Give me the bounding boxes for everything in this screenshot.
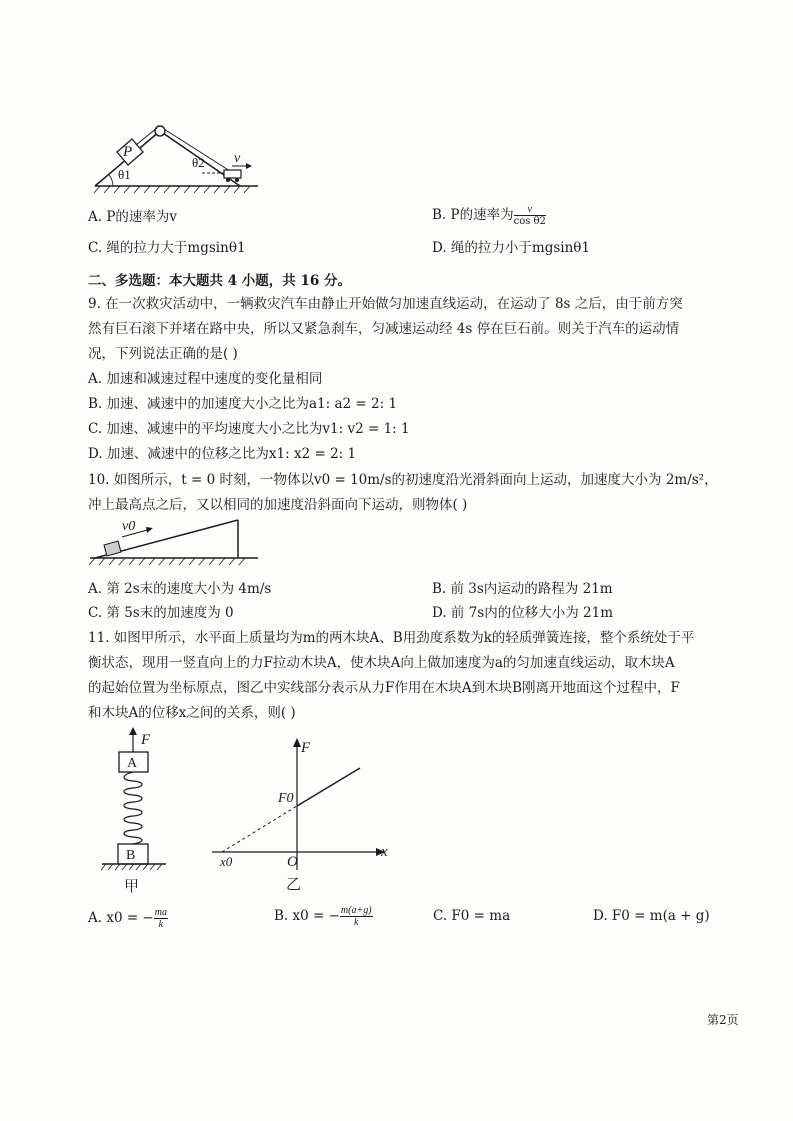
q10-stem-line2: 冲上最高点之后，又以相同的加速度沿斜面向下运动，则物体( ) xyxy=(88,497,468,513)
q8-label-theta2: θ2 xyxy=(192,155,205,170)
q11-yi-caption: 乙 xyxy=(286,877,302,893)
q9-stem-line2: 然有巨石滚下并堵在路中央，所以又紧急刹车，匀减速运动经 4s 停在巨石前。则关于汽车的运动情 xyxy=(88,321,680,337)
q9-option-a: A. 加速和减速过程中速度的变化量相同 xyxy=(88,371,323,387)
q11-option-c: C. F0 = ma xyxy=(433,908,511,924)
q11-yi-axis-f: F xyxy=(301,740,311,756)
q11-option-b-num: m(a+g) xyxy=(340,905,372,916)
q8-label-v: v xyxy=(234,151,241,166)
q11-jia-caption: 甲 xyxy=(124,879,140,895)
page-footer: 第2页 xyxy=(707,1013,739,1027)
q11-stem-line1: 11. 如图甲所示，水平面上质量均为m的两木块A、B用劲度系数为k的轻质弹簧连接，整个系统处于平 xyxy=(88,630,695,646)
q11-option-a-prefix: A. x0 = − xyxy=(88,910,154,926)
q11-stem-line2: 衡状态，现用一竖直向上的力F拉动木块A，使木块A向上做加速度为a的匀加速直线运动，取木块A xyxy=(88,655,675,671)
q9-stem-line1: 9. 在一次救灾活动中，一辆救灾汽车由静止开始做匀加速直线运动，在运动了 8s 之后，由于前方突 xyxy=(88,296,683,312)
q8-label-theta1: θ1 xyxy=(118,167,131,182)
q11-stem-line4: 和木块A的位移x之间的关系，则( ) xyxy=(88,705,296,721)
section2-heading: 二、多选题：本大题共 4 小题，共 16 分。 xyxy=(88,273,351,289)
q11-jia-force-label: F xyxy=(141,732,151,748)
q8-label-p: P xyxy=(123,144,133,160)
q11-option-b xyxy=(274,905,373,928)
q11-yi-x0: x0 xyxy=(220,854,233,869)
q11-yi-origin: O xyxy=(287,854,298,870)
q11-option-a-fraction xyxy=(154,907,168,930)
q10-option-b: B. 前 3s内运动的路程为 21m xyxy=(432,581,613,597)
q11-stem-line3: 的起始位置为坐标原点，图乙中实线部分表示从力F作用在木块A到木块B刚离开地面这个过程中，F xyxy=(88,680,680,696)
q11-jia-block-b-label: B xyxy=(126,848,136,863)
q8-option-d: D. 绳的拉力小于mgsinθ1 xyxy=(432,240,591,256)
q8-option-a: A. P的速率为v xyxy=(88,209,178,225)
q9-option-b: B. 加速、减速中的加速度大小之比为a1: a2 = 2: 1 xyxy=(88,396,398,412)
q10-stem-line1: 10. 如图所示，t = 0 时刻，一物体以v0 = 10m/s的初速度沿光滑斜面向上运动，加速度大小为 2m/s²， xyxy=(88,472,718,488)
q9-option-d: D. 加速、减速中的位移之比为x1: x2 = 2: 1 xyxy=(88,446,357,462)
q10-label-v0: v0 xyxy=(122,519,136,534)
q8-option-b-den: cos θ2 xyxy=(513,216,546,227)
q11-option-a-den: k xyxy=(158,919,164,930)
q10-option-a: A. 第 2s末的速度大小为 4m/s xyxy=(88,581,272,597)
q9-option-c: C. 加速、减速中的平均速度大小之比为v1: v2 = 1: 1 xyxy=(88,421,410,437)
q11-jia-block-a-label: A xyxy=(127,756,138,771)
q11-option-d: D. F0 = m(a + g) xyxy=(593,908,710,924)
q8-option-c: C. 绳的拉力大于mgsinθ1 xyxy=(88,240,246,256)
q9-stem-line3: 况，下列说法正确的是( ) xyxy=(88,346,238,362)
q10-option-c: C. 第 5s末的加速度为 0 xyxy=(88,605,234,621)
q11-option-b-fraction xyxy=(340,905,373,928)
q8-option-b-prefix: B. P的速率为 xyxy=(432,207,514,223)
q10-option-d: D. 前 7s内的位移大小为 21m xyxy=(432,605,614,621)
q11-yi-f0: F0 xyxy=(278,791,294,806)
q11-yi-axis-x: x xyxy=(381,844,388,860)
q11-option-b-prefix: B. x0 = − xyxy=(274,908,340,924)
q11-option-a-num: ma xyxy=(154,907,167,918)
q11-option-a xyxy=(88,907,168,930)
q11-option-b-den: k xyxy=(354,917,359,928)
q8-option-b-num: v xyxy=(514,204,546,216)
